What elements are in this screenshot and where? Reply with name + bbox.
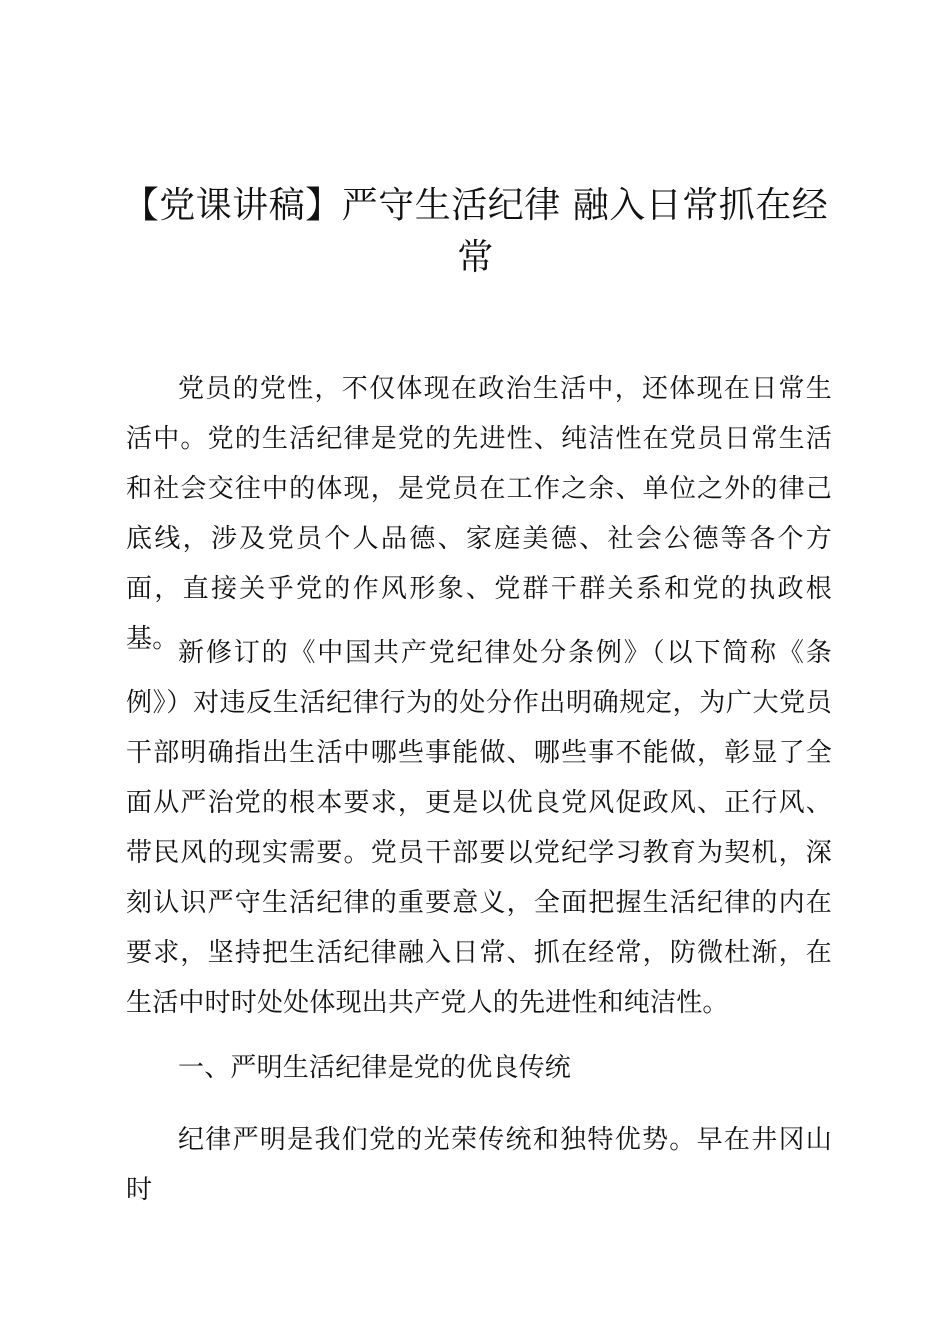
section-heading-1: 一、严明生活纪律是党的优良传统 xyxy=(178,1053,572,1083)
body-paragraph-1: 党员的党性，不仅体现在政治生活中，还体现在日常生活中。党的生活纪律是党的先进性、纯洁性在党员日常生活和社会交往中的体现，是党员在工作之余、单位之外的律己底线，涉及党员个人品德、家庭美德、社会公德等各个方面，直接关乎党的作风形象、党群干群关系和党的执政根基。 xyxy=(126,374,832,654)
body-paragraph-3: 纪律严明是我们党的光荣传统和独特优势。早在井冈山时 xyxy=(126,1125,832,1205)
document-title: 【党课讲稿】严守生活纪律 融入日常抓在经常 xyxy=(122,185,829,278)
body-paragraph-2: 新修订的《中国共产党纪律处分条例》（以下简称《条例》）对违反生活纪律行为的处分作出明确规定，为广大党员干部明确指出生活中哪些事能做、哪些事不能做，彰显了全面从严治党的根本要求，更是以优良党风促政风、正行风、带民风的现实需要。党员干部要以党纪学习教育为契机，深刻认识严守生活纪律的重要意义，全面把握生活纪律的内在要求，坚持把生活纪律融入日常、抓在经常，防微杜渐，在生活中时时处处体现出共产党人的先进性和纯洁性。 xyxy=(126,638,832,1018)
